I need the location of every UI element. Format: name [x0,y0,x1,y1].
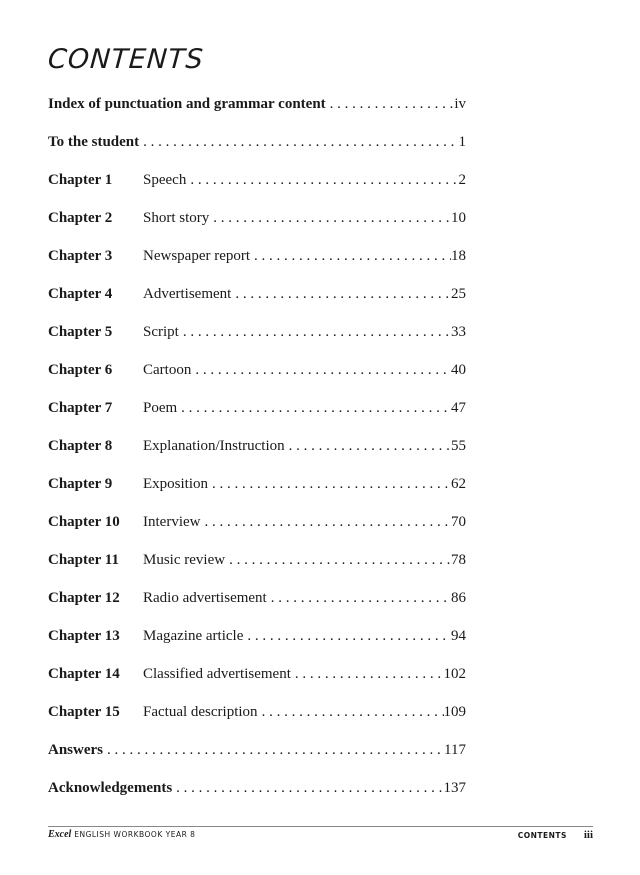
chapter-title: Speech [143,172,187,188]
chapter-number: Chapter 8 [48,438,113,454]
chapter-number: Chapter 15 [48,704,120,720]
entry-page: 70 [451,514,466,530]
entry-page: 102 [443,666,466,682]
dot-leader [326,92,455,116]
toc-entry-chapter-1[interactable] [48,168,466,192]
entry-page: 18 [451,248,466,264]
dot-leader [103,738,444,762]
dot-leader [250,244,451,268]
footer-page-number: iii [583,829,593,841]
toc-entry-chapter-3[interactable] [48,244,466,268]
chapter-title: Advertisement [143,286,232,302]
toc-entry-index[interactable] [48,92,466,116]
chapter-number: Chapter 7 [48,400,113,416]
chapter-number: Chapter 5 [48,324,113,340]
toc-entry-acknowledgements[interactable] [48,776,466,800]
chapter-number: Chapter 14 [48,666,120,682]
chapter-title: Script [143,324,179,340]
dot-leader [191,358,451,382]
chapter-number: Chapter 13 [48,628,120,644]
entry-label: Index of punctuation and grammar content [48,96,326,112]
entry-page: 25 [451,286,466,302]
chapter-title: Interview [143,514,201,530]
toc-entry-chapter-10[interactable] [48,510,466,534]
entry-page: 2 [458,172,466,188]
toc-entry-to-the-student[interactable] [48,130,466,154]
chapter-title: Classified advertisement [143,666,291,682]
entry-page: 33 [451,324,466,340]
entry-page: iv [454,96,466,112]
dot-leader [177,396,451,420]
footer-section: CONTENTS [517,831,567,840]
chapter-number: Chapter 9 [48,476,113,492]
toc-entry-chapter-12[interactable] [48,586,466,610]
footer-series: ENGLISH WORKBOOK YEAR 8 [74,830,196,839]
toc-entry-chapter-13[interactable] [48,624,466,648]
dot-leader [200,510,451,534]
footer-divider [48,826,593,827]
entry-page: 10 [451,210,466,226]
entry-page: 86 [451,590,466,606]
chapter-title: Music review [143,552,226,568]
chapter-title: Magazine article [143,628,244,644]
entry-page: 78 [451,552,466,568]
footer-brand: Excel [48,829,72,840]
dot-leader [243,624,451,648]
toc-entry-chapter-11[interactable] [48,548,466,572]
dot-leader [258,700,444,724]
toc-entry-chapter-8[interactable] [48,434,466,458]
toc-entry-chapter-7[interactable] [48,396,466,420]
dot-leader [267,586,451,610]
dot-leader [285,434,451,458]
entry-page: 62 [451,476,466,492]
chapter-number: Chapter 6 [48,362,113,378]
chapter-number: Chapter 11 [48,552,119,568]
dot-leader [225,548,451,572]
chapter-title: Explanation/Instruction [143,438,285,454]
dot-leader [208,472,451,496]
toc-entry-answers[interactable] [48,738,466,762]
entry-label: Answers [48,742,103,758]
dot-leader [179,320,451,344]
footer-book-title [48,829,195,840]
entry-page: 40 [451,362,466,378]
toc-entry-chapter-6[interactable] [48,358,466,382]
chapter-number: Chapter 10 [48,514,120,530]
entry-label: To the student [48,134,140,150]
dot-leader [186,168,458,192]
chapter-number: Chapter 12 [48,590,120,606]
entry-page: 1 [458,134,466,150]
chapter-number: Chapter 4 [48,286,113,302]
entry-page: 137 [443,780,466,796]
chapter-title: Short story [143,210,210,226]
chapter-title: Exposition [143,476,209,492]
entry-page: 117 [444,742,466,758]
chapter-title: Radio advertisement [143,590,267,606]
toc-entry-chapter-4[interactable] [48,282,466,306]
chapter-number: Chapter 1 [48,172,113,188]
entry-page: 47 [451,400,466,416]
dot-leader [231,282,451,306]
entry-page: 109 [443,704,466,720]
chapter-title: Poem [143,400,178,416]
entry-label: Acknowledgements [48,780,173,796]
dot-leader [291,662,444,686]
footer-section-info [518,829,593,841]
dot-leader [172,776,443,800]
entry-page: 94 [451,628,466,644]
toc-entry-chapter-9[interactable] [48,472,466,496]
dot-leader [209,206,451,230]
toc-entry-chapter-14[interactable] [48,662,466,686]
entry-page: 55 [451,438,466,454]
chapter-title: Cartoon [143,362,192,378]
chapter-number: Chapter 2 [48,210,113,226]
page-footer [48,829,593,843]
chapter-number: Chapter 3 [48,248,113,264]
toc-entry-chapter-5[interactable] [48,320,466,344]
toc-entry-chapter-2[interactable] [48,206,466,230]
chapter-title: Factual description [143,704,258,720]
dot-leader [139,130,458,154]
toc-entry-chapter-15[interactable] [48,700,466,724]
page-title: CONTENTS [46,44,205,75]
chapter-title: Newspaper report [143,248,251,264]
